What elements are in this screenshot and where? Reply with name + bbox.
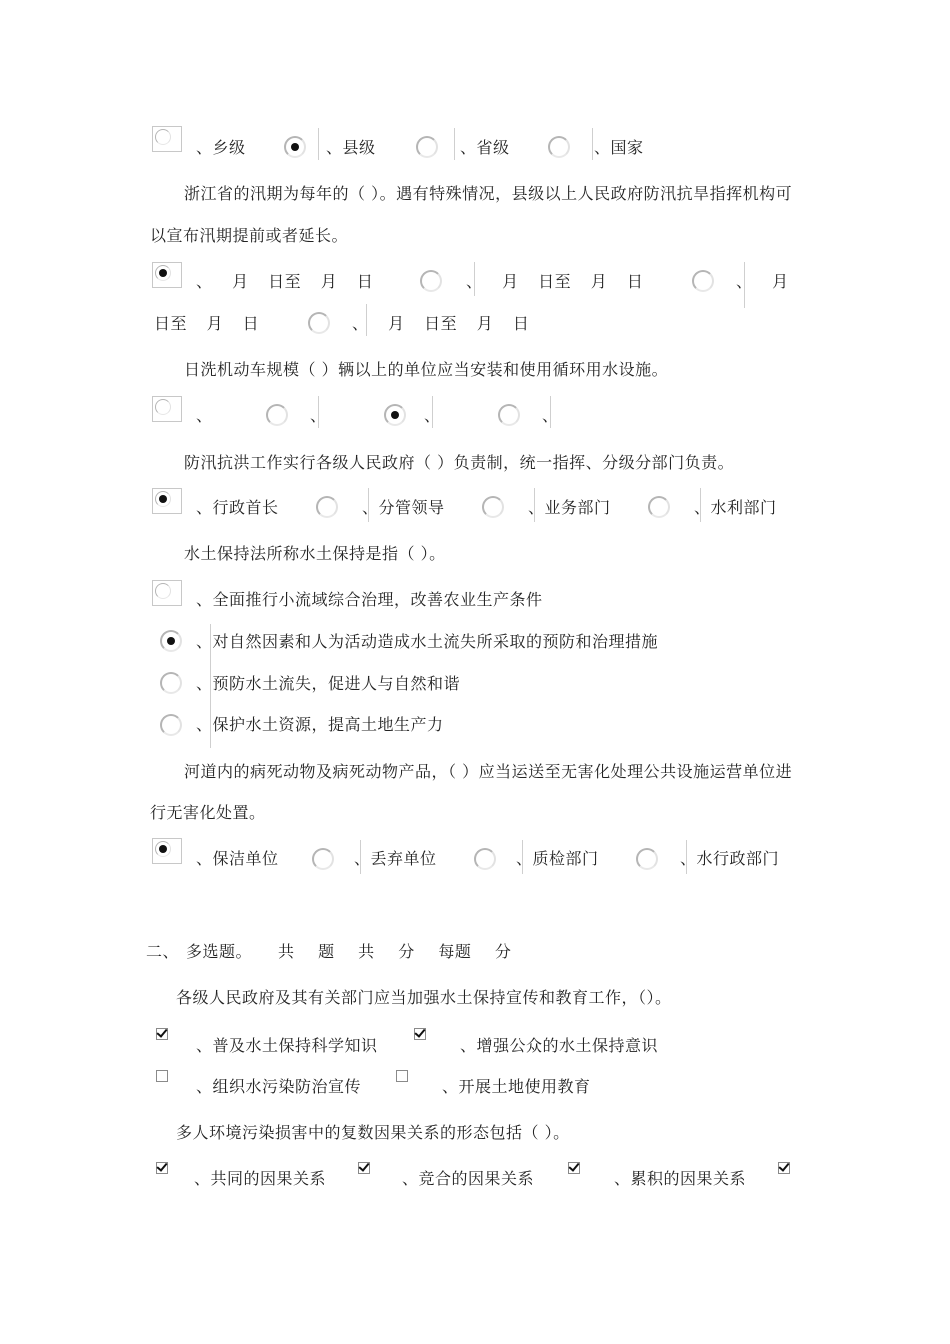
radio-q1-a[interactable]	[152, 126, 182, 152]
option-label: 、共同的因果关系	[194, 1169, 327, 1188]
radio-q3-c[interactable]	[384, 404, 406, 426]
option-label: 、行政首长	[196, 498, 279, 517]
option-label: 、预防水土流失，促进人与自然和谐	[196, 674, 461, 693]
divider	[318, 128, 319, 160]
option-label: 、丢弃单位	[354, 849, 437, 868]
radio-q3-b[interactable]	[266, 404, 288, 426]
radio-q4-c[interactable]	[482, 496, 504, 518]
option-label: 、分管领导	[362, 498, 445, 517]
question-text: 以宣布汛期提前或者延长。	[150, 226, 349, 245]
question-text: 多人环境污染损害中的复数因果关系的形态包括（ ）。	[176, 1123, 570, 1142]
option-label: 、对自然因素和人为活动造成水土流失所采取的预防和治理措施	[196, 632, 659, 651]
option-label: 、保洁单位	[196, 849, 279, 868]
checkbox-m1-a[interactable]	[156, 1028, 168, 1040]
option-label: 、	[196, 406, 213, 425]
option-label: 、普及水土保持科学知识	[196, 1036, 378, 1055]
option-label: 、增强公众的水土保持意识	[460, 1036, 659, 1055]
option-label: 、保护水土资源，提高土地生产力	[196, 715, 444, 734]
radio-q2-d[interactable]	[308, 312, 330, 334]
radio-q3-a[interactable]	[152, 396, 182, 422]
radio-q3-d[interactable]	[498, 404, 520, 426]
section-number: 二、	[146, 942, 180, 961]
radio-q4-b[interactable]	[316, 496, 338, 518]
option-label: 、业务部门	[528, 498, 611, 517]
radio-circle-icon	[155, 491, 171, 507]
radio-q5-a[interactable]	[152, 580, 182, 606]
radio-q5-c[interactable]	[160, 672, 182, 694]
radio-circle-icon	[155, 265, 171, 281]
option-label: 、质检部门	[516, 849, 599, 868]
question-text: 日洗机动车规模（ ）辆以上的单位应当安装和使用循环用水设施。	[184, 360, 669, 379]
question-text: 行无害化处置。	[150, 803, 266, 822]
checkbox-m2-a[interactable]	[156, 1162, 168, 1174]
option-label: 、国家	[594, 138, 644, 157]
radio-circle-icon	[155, 129, 171, 145]
question-text: 防汛抗洪工作实行各级人民政府（ ）负责制，统一指挥、分级分部门负责。	[184, 453, 735, 472]
option-label: 、水利部门	[694, 498, 777, 517]
radio-q1-d[interactable]	[548, 136, 570, 158]
radio-q5-d[interactable]	[160, 714, 182, 736]
checkbox-m1-b[interactable]	[414, 1028, 426, 1040]
radio-q6-a[interactable]	[152, 838, 182, 864]
radio-q1-c[interactable]	[416, 136, 438, 158]
option-label: 、 月 日至 月 日	[466, 272, 644, 291]
option-label: 、竞合的因果关系	[402, 1169, 535, 1188]
option-label: 、	[424, 406, 441, 425]
option-label: 、乡级	[196, 138, 246, 157]
section-meta: 共 题 共 分 每题 分	[278, 942, 512, 961]
radio-q2-b[interactable]	[420, 270, 442, 292]
question-text: 浙江省的汛期为每年的（ ）。遇有特殊情况，县级以上人民政府防汛抗旱指挥机构可	[184, 184, 793, 203]
option-label: 、	[310, 406, 327, 425]
option-label: 、水行政部门	[680, 849, 780, 868]
question-text: 水土保持法所称水土保持是指（ ）。	[184, 544, 446, 563]
radio-q1-b[interactable]	[284, 136, 306, 158]
checkbox-m1-c[interactable]	[156, 1070, 168, 1082]
option-label: 、 月	[736, 272, 789, 291]
option-label: 、	[542, 406, 559, 425]
radio-q4-a[interactable]	[152, 488, 182, 514]
checkbox-m2-c[interactable]	[568, 1162, 580, 1174]
option-label: 、组织水污染防治宣传	[196, 1077, 362, 1096]
question-text: 各级人民政府及其有关部门应当加强水土保持宣传和教育工作，（）。	[176, 988, 672, 1007]
radio-circle-icon	[155, 399, 171, 415]
option-label: 、县级	[326, 138, 376, 157]
radio-q2-c[interactable]	[692, 270, 714, 292]
question-text: 河道内的病死动物及病死动物产品，（ ）应当运送至无害化处理公共设施运营单位进	[184, 762, 793, 781]
section-title: 多选题。	[186, 942, 253, 961]
option-label: 、累积的因果关系	[614, 1169, 747, 1188]
option-label-wrap: 日至 月 日	[154, 314, 260, 333]
option-label: 、开展土地使用教育	[442, 1077, 591, 1096]
radio-q4-d[interactable]	[648, 496, 670, 518]
option-label: 、省级	[460, 138, 510, 157]
checkbox-m2-b[interactable]	[358, 1162, 370, 1174]
radio-q6-b[interactable]	[312, 848, 334, 870]
checkbox-m2-d[interactable]	[778, 1162, 790, 1174]
option-label: 、 月 日至 月 日	[196, 272, 374, 291]
radio-q6-d[interactable]	[636, 848, 658, 870]
divider	[454, 128, 455, 160]
radio-q5-b[interactable]	[160, 630, 182, 652]
option-label: 、全面推行小流域综合治理，改善农业生产条件	[196, 590, 543, 609]
radio-circle-icon	[155, 583, 171, 599]
divider	[592, 128, 593, 160]
radio-circle-icon	[155, 841, 171, 857]
radio-q6-c[interactable]	[474, 848, 496, 870]
option-label: 、 月 日至 月 日	[352, 314, 530, 333]
radio-q2-a[interactable]	[152, 262, 182, 288]
checkbox-m1-d[interactable]	[396, 1070, 408, 1082]
